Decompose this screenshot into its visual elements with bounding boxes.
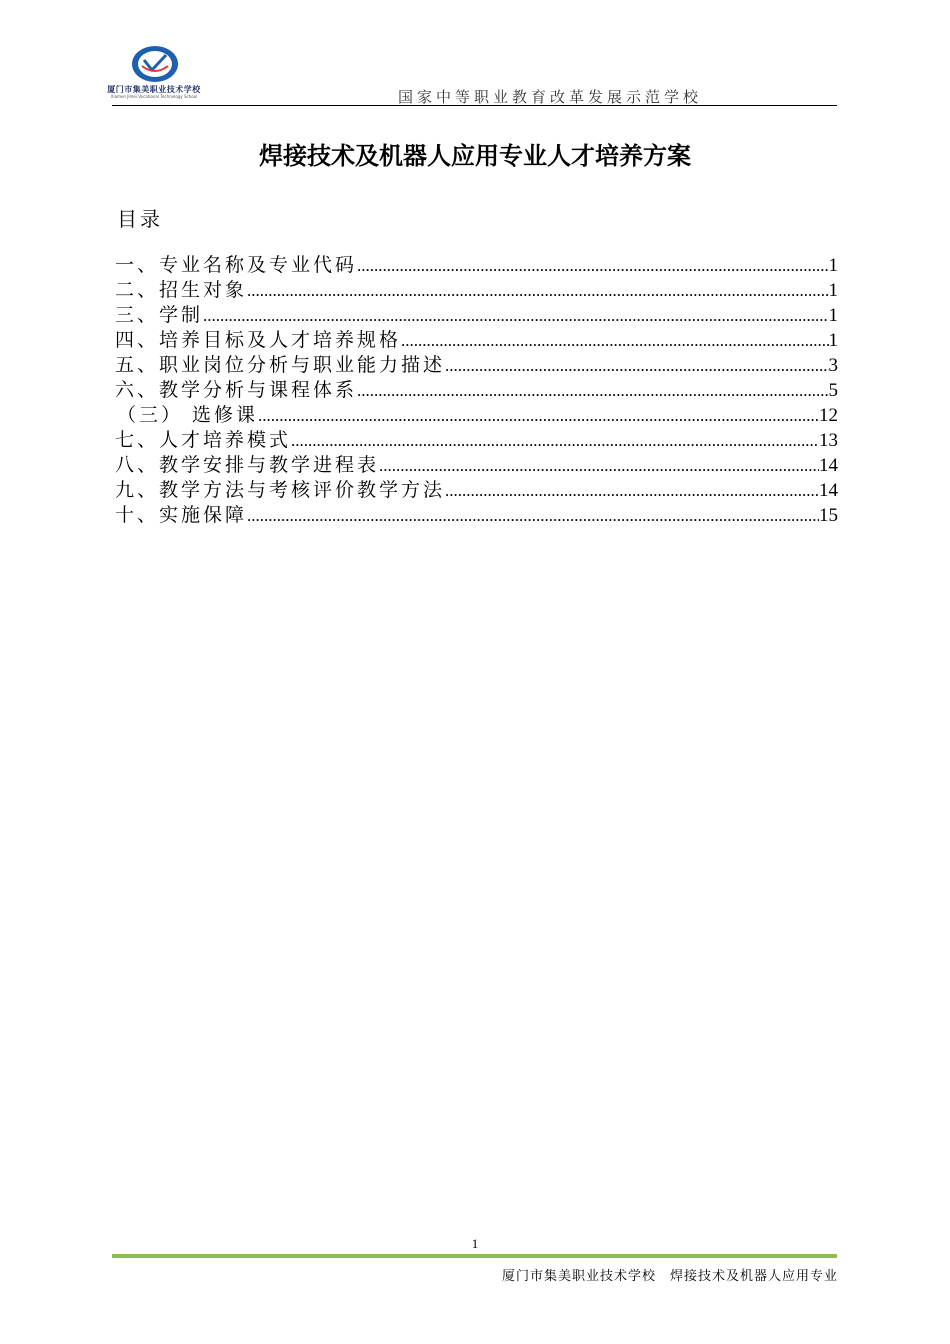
footer-text <box>502 1265 838 1284</box>
toc-leader-dots <box>401 328 828 353</box>
toc-leader-dots <box>445 353 828 378</box>
header-title: 国家中等职业教育改革发展示范学校 <box>397 88 702 106</box>
toc-entry-page: 13 <box>819 430 838 451</box>
toc-leader-dots <box>357 378 828 403</box>
toc-entry-page: 1 <box>828 280 838 301</box>
toc-entry-page: 15 <box>819 505 838 526</box>
toc-leader-dots <box>291 428 819 453</box>
toc-entry-page: 3 <box>828 355 838 376</box>
toc-entry-page: 1 <box>828 330 838 351</box>
toc-leader-dots <box>258 403 819 428</box>
toc-leader-dots <box>357 253 828 278</box>
document-title: 焊接技术及机器人应用专业人才培养方案 <box>259 142 691 170</box>
toc-entry[interactable] <box>115 353 838 378</box>
toc-entry[interactable] <box>115 328 838 353</box>
toc-entry-label: 四、培养目标及人才培养规格 <box>115 329 402 351</box>
school-emblem-icon <box>130 44 180 84</box>
logo-school-name: 厦门市集美职业技术学校 <box>107 85 201 94</box>
toc-entry[interactable] <box>115 503 838 528</box>
toc-entry-label: 七、人才培养模式 <box>115 429 292 451</box>
footer-divider <box>112 1254 837 1258</box>
toc-entry[interactable] <box>115 278 838 303</box>
footer-school-name: 厦门市集美职业技术学校 <box>501 1269 656 1284</box>
table-of-contents <box>115 253 838 528</box>
toc-entry-label: 三、学制 <box>115 304 204 326</box>
toc-entry[interactable] <box>115 303 838 328</box>
toc-entry[interactable] <box>115 378 838 403</box>
toc-entry-label: 十、实施保障 <box>115 504 248 526</box>
toc-entry-page: 1 <box>828 255 838 276</box>
page-number: 1 <box>471 1236 479 1251</box>
toc-entry[interactable] <box>115 453 838 478</box>
toc-entry-label: 八、教学安排与教学进程表 <box>115 454 380 476</box>
toc-entry-label: 一、专业名称及专业代码 <box>115 254 358 276</box>
toc-entry-page: 1 <box>828 305 838 326</box>
toc-entry-page: 5 <box>828 380 838 401</box>
logo-school-name-en: Xiamen Jimei Vocational Technology School <box>110 94 198 99</box>
school-logo <box>106 44 202 100</box>
toc-entry-page: 12 <box>819 405 838 426</box>
toc-entry[interactable] <box>115 253 838 278</box>
toc-heading: 目录 <box>117 207 163 231</box>
toc-entry-label: 二、招生对象 <box>115 279 248 301</box>
toc-leader-dots <box>203 303 828 328</box>
toc-entry-label: 五、职业岗位分析与职业能力描述 <box>115 354 446 376</box>
toc-entry[interactable] <box>115 428 838 453</box>
toc-entry-label: （三） 选修课 <box>117 404 259 426</box>
footer-program-name: 焊接技术及机器人应用专业 <box>669 1269 838 1284</box>
toc-entry-label: 九、教学方法与考核评价教学方法 <box>115 479 446 501</box>
toc-entry-page: 14 <box>819 480 838 501</box>
toc-leader-dots <box>247 278 828 303</box>
header-divider <box>112 105 837 106</box>
toc-entry[interactable] <box>115 478 838 503</box>
toc-entry-label: 六、教学分析与课程体系 <box>115 379 358 401</box>
toc-leader-dots <box>379 453 819 478</box>
toc-leader-dots <box>247 503 819 528</box>
toc-entry[interactable] <box>115 403 838 428</box>
toc-leader-dots <box>445 478 819 503</box>
toc-entry-page: 14 <box>819 455 838 476</box>
